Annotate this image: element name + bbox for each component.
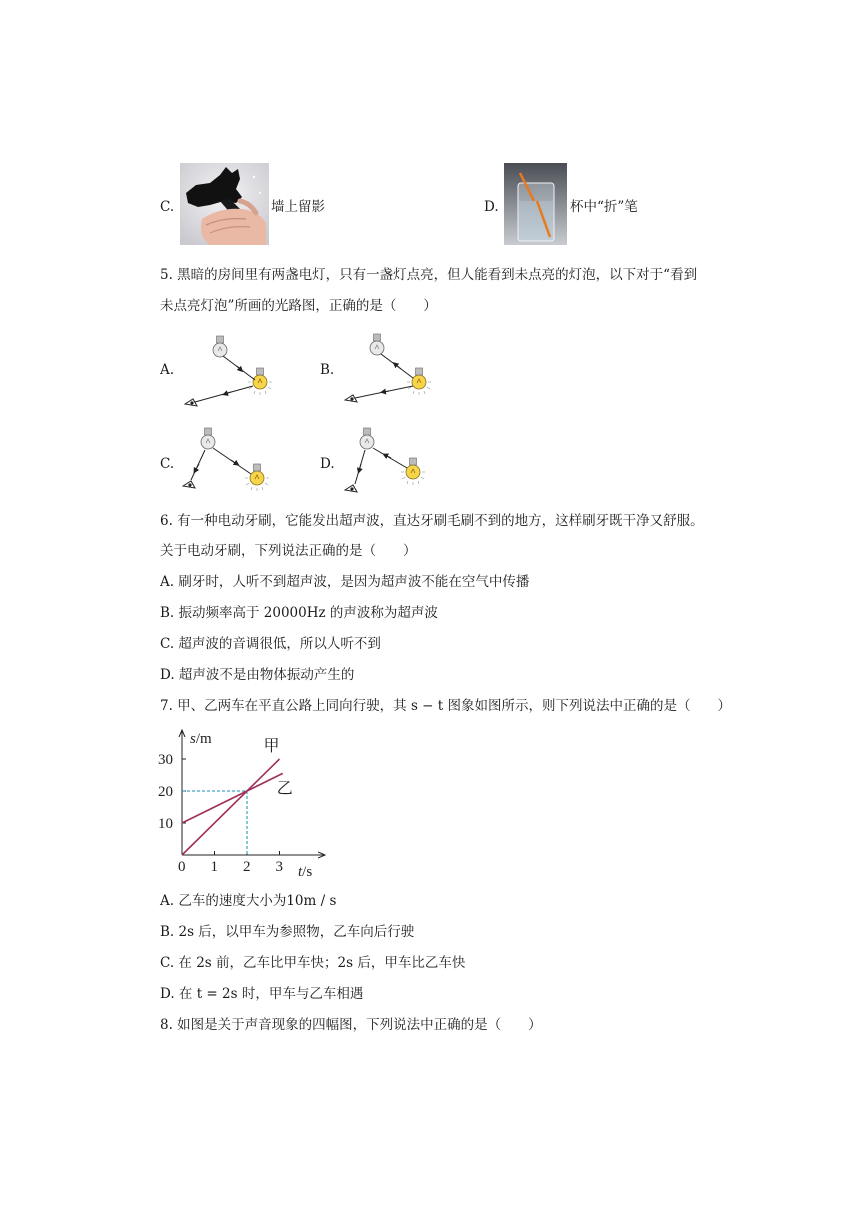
y-tick-label: 10: [158, 816, 173, 832]
q7-option-d: D. 在 t = 2s 时，甲车与乙车相遇: [160, 986, 364, 1002]
y-tick-label: 20: [158, 784, 173, 800]
q6-option-c: C. 超声波的音调很低，所以人听不到: [160, 636, 381, 652]
q5-option-c-letter: C.: [160, 456, 175, 472]
q5-stem-line2: 未点亮灯泡”所画的光路图，正确的是（ ）: [160, 298, 437, 314]
q5-option-b-letter: B.: [320, 362, 335, 378]
q7-option-b: B. 2s 后，以甲车为参照物，乙车向后行驶: [160, 924, 415, 940]
q6-option-a: A. 刷牙时，人听不到超声波，是因为超声波不能在空气中传播: [160, 574, 530, 590]
q5-ray-diagrams: [175, 330, 445, 500]
q8-stem: 8. 如图是关于声音现象的四幅图，下列说法中正确的是（ ）: [160, 1017, 542, 1033]
series-label-1: 甲: [263, 738, 280, 755]
q6-option-d: D. 超声波不是由物体振动产生的: [160, 667, 355, 683]
option-caption: 杯中“折”笔: [570, 199, 638, 215]
ray-diagram-c: [183, 428, 269, 491]
x-tick-label: 1: [210, 859, 218, 875]
x-axis-label: t/s: [298, 864, 313, 880]
option-caption: 墙上留影: [271, 199, 325, 215]
option-letter: D.: [484, 199, 499, 215]
q7-option-a: A. 乙车的速度大小为10m / s: [160, 893, 337, 909]
x-tick-label: 3: [275, 859, 283, 875]
hand-shadow-photo: [180, 163, 269, 245]
y-axis-label: s/m: [190, 731, 212, 747]
q7-option-c: C. 在 2s 前，乙车比甲车快；2s 后，甲车比乙车快: [160, 955, 466, 971]
s-t-chart: [155, 725, 335, 885]
x-tick-label: 2: [243, 859, 251, 875]
q7-stem: 7. 甲、乙两车在平直公路上同向行驶，其 s − t 图象如图所示，则下列说法中正确的是（ ）: [160, 698, 732, 714]
ray-diagram-a: [185, 336, 272, 406]
q5-stem-line1: 5. 黑暗的房间里有两盏电灯，只有一盏灯点亮，但人能看到未点亮的灯泡，以下对于“看到: [160, 267, 698, 283]
x-tick-label: 0: [178, 859, 186, 875]
series-line-2: [182, 773, 283, 823]
ray-diagram-d: [345, 428, 425, 492]
q6-option-b: B. 振动频率高于 20000Hz 的声波称为超声波: [160, 605, 438, 621]
series-label-2: 乙: [276, 780, 293, 798]
q6-stem-line1: 6. 有一种电动牙刷，它能发出超声波，直达牙刷毛刷不到的地方，这样刷牙既干净又舒服。: [160, 513, 704, 529]
series-line-1: [182, 759, 280, 855]
ray-diagram-b: [345, 334, 431, 402]
option-letter: C.: [160, 199, 175, 215]
y-tick-label: 30: [158, 752, 173, 768]
q5-option-d-letter: D.: [320, 456, 335, 472]
q6-stem-line2: 关于电动牙刷，下列说法正确的是（ ）: [160, 543, 417, 559]
glass-pencil-photo: [504, 163, 567, 245]
q5-option-a-letter: A.: [160, 362, 175, 378]
